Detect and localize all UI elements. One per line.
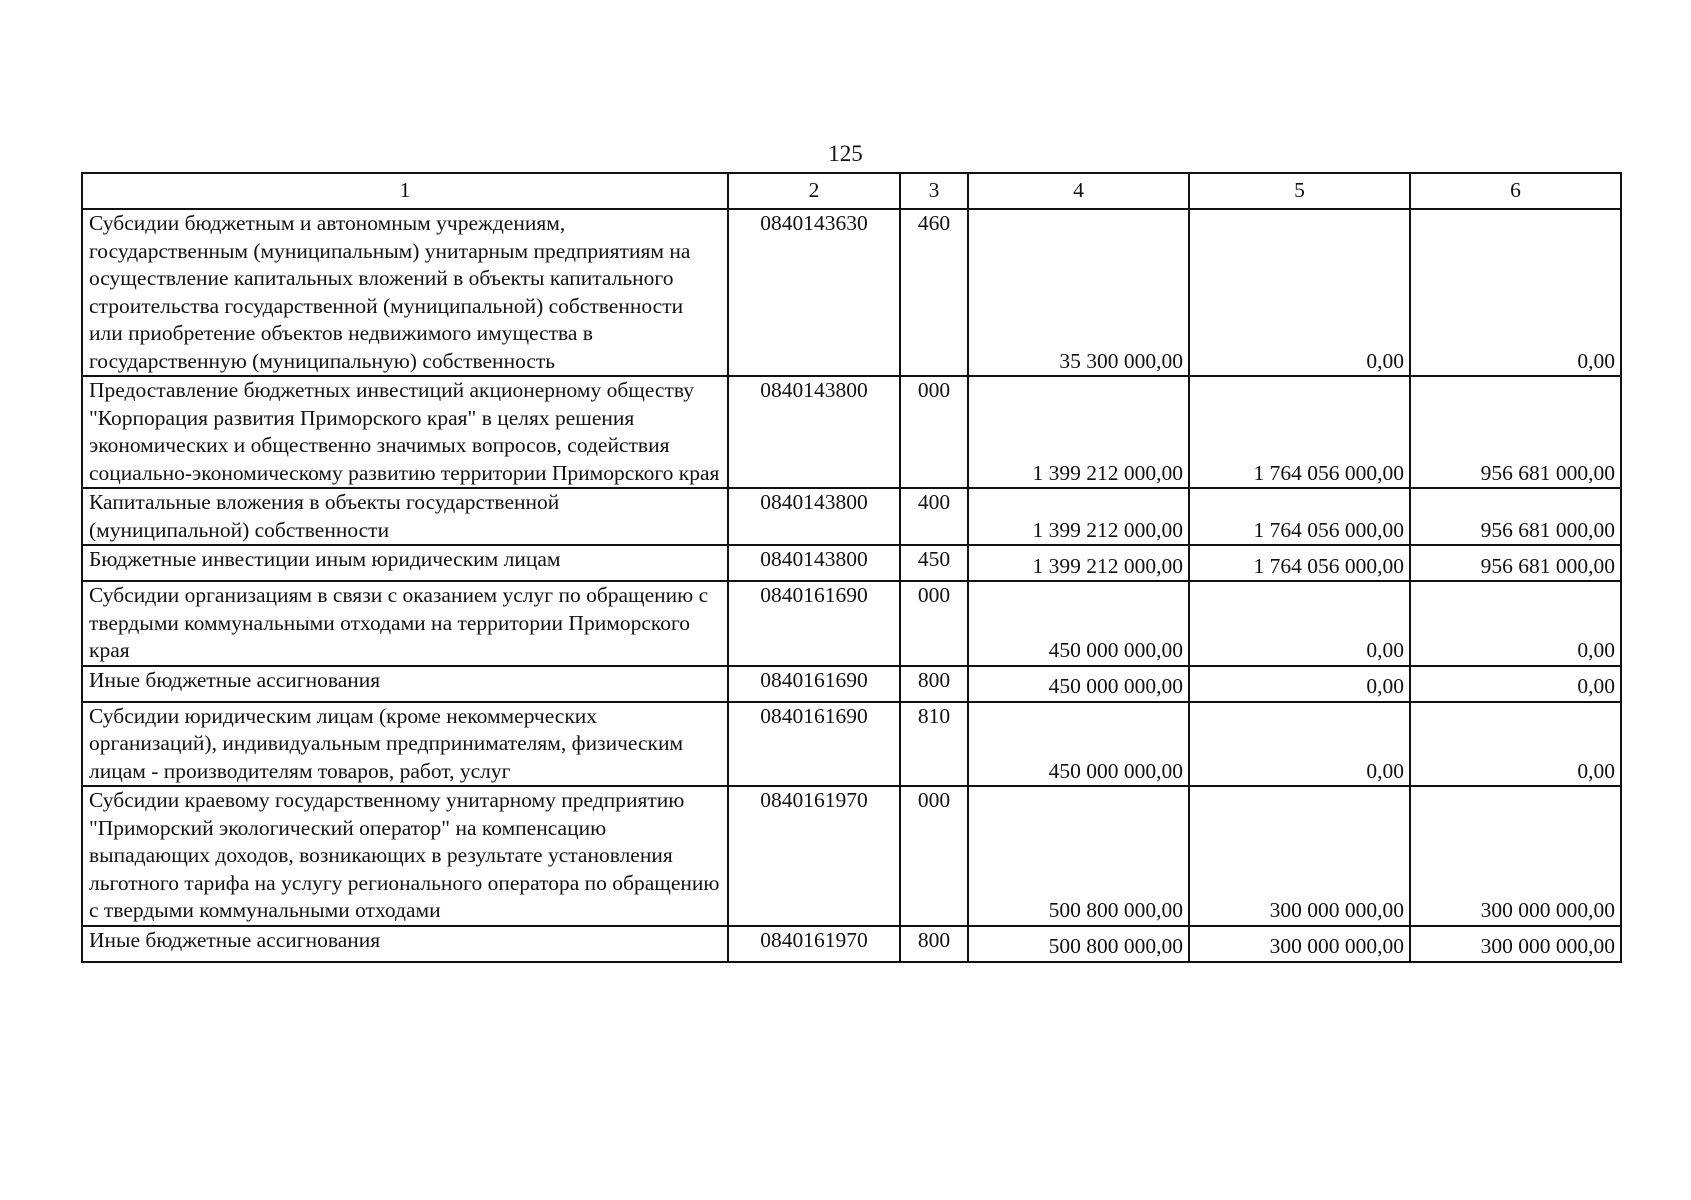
table-row: [82, 926, 1621, 962]
row-name: Капитальные вложения в объекты государственной (муниципальной) собственности: [82, 488, 728, 545]
budget-table: [81, 172, 1622, 963]
row-name: Бюджетные инвестиции иным юридическим лицам: [82, 545, 728, 581]
row-name: Иные бюджетные ассигнования: [82, 926, 728, 962]
table-row: [82, 581, 1621, 666]
row-value-4: 1 399 212 000,00: [968, 545, 1189, 581]
row-value-4: 35 300 000,00: [968, 209, 1189, 376]
row-value-6: 956 681 000,00: [1410, 488, 1621, 545]
column-header: 3: [900, 173, 968, 209]
table-row: [82, 666, 1621, 702]
row-value-5: 0,00: [1189, 702, 1410, 787]
row-value-5: 300 000 000,00: [1189, 786, 1410, 926]
column-header: 6: [1410, 173, 1621, 209]
page-number: 125: [828, 141, 863, 166]
row-value-6: 956 681 000,00: [1410, 376, 1621, 488]
row-code: 0840161970: [728, 786, 900, 926]
row-value-4: 500 800 000,00: [968, 926, 1189, 962]
row-name: Субсидии организациям в связи с оказанием услуг по обращению с твердыми коммунальными отходами на территории Приморского края: [82, 581, 728, 666]
row-code: 0840143800: [728, 376, 900, 488]
row-value-6: 0,00: [1410, 581, 1621, 666]
row-value-5: 1 764 056 000,00: [1189, 488, 1410, 545]
table-row: [82, 209, 1621, 376]
row-value-5: 1 764 056 000,00: [1189, 376, 1410, 488]
row-value-4: 500 800 000,00: [968, 786, 1189, 926]
row-code: 0840143630: [728, 209, 900, 376]
row-name: Субсидии бюджетным и автономным учреждениям, государственным (муниципальным) унитарным предприятиям на осуществление капитальных вложений в объекты капитального строительства государственной (муниципальной) собственности или приобретение объектов недвижимого имущества в государственную (муниципальную) собственность: [82, 209, 728, 376]
row-type: 000: [900, 376, 968, 488]
row-value-6: 956 681 000,00: [1410, 545, 1621, 581]
table-row: [82, 545, 1621, 581]
row-value-4: 1 399 212 000,00: [968, 376, 1189, 488]
row-value-6: 0,00: [1410, 702, 1621, 787]
row-name: Субсидии краевому государственному унитарному предприятию "Приморский экологический оператор" на компенсацию выпадающих доходов, возникающих в результате установления льготного тарифа на услугу регионального оператора по обращению с твердыми коммунальными отходами: [82, 786, 728, 926]
row-type: 450: [900, 545, 968, 581]
table-row: [82, 376, 1621, 488]
row-value-6: 300 000 000,00: [1410, 926, 1621, 962]
row-type: 460: [900, 209, 968, 376]
row-value-4: 450 000 000,00: [968, 666, 1189, 702]
row-type: 000: [900, 581, 968, 666]
row-code: 0840161690: [728, 581, 900, 666]
row-value-5: 300 000 000,00: [1189, 926, 1410, 962]
column-header: 1: [82, 173, 728, 209]
column-header: 2: [728, 173, 900, 209]
row-code: 0840143800: [728, 488, 900, 545]
row-value-5: 0,00: [1189, 581, 1410, 666]
row-name: Иные бюджетные ассигнования: [82, 666, 728, 702]
row-value-6: 0,00: [1410, 666, 1621, 702]
row-type: 810: [900, 702, 968, 787]
row-value-5: 0,00: [1189, 209, 1410, 376]
row-type: 800: [900, 926, 968, 962]
row-type: 400: [900, 488, 968, 545]
row-value-5: 1 764 056 000,00: [1189, 545, 1410, 581]
row-name: Субсидии юридическим лицам (кроме некоммерческих организаций), индивидуальным предпринимателям, физическим лицам - производителям товаров, работ, услуг: [82, 702, 728, 787]
row-value-4: 1 399 212 000,00: [968, 488, 1189, 545]
column-header: 4: [968, 173, 1189, 209]
table-row: [82, 786, 1621, 926]
row-name: Предоставление бюджетных инвестиций акционерному обществу "Корпорация развития Приморского края" в целях решения экономических и общественно значимых вопросов, содействия социально-экономическому развитию территории Приморского края: [82, 376, 728, 488]
row-code: 0840161690: [728, 702, 900, 787]
row-code: 0840161690: [728, 666, 900, 702]
row-code: 0840161970: [728, 926, 900, 962]
row-value-6: 0,00: [1410, 209, 1621, 376]
row-value-5: 0,00: [1189, 666, 1410, 702]
row-type: 000: [900, 786, 968, 926]
table-row: [82, 488, 1621, 545]
table-header-row: [82, 173, 1621, 209]
row-code: 0840143800: [728, 545, 900, 581]
row-value-4: 450 000 000,00: [968, 581, 1189, 666]
row-type: 800: [900, 666, 968, 702]
row-value-4: 450 000 000,00: [968, 702, 1189, 787]
table-row: [82, 702, 1621, 787]
row-value-6: 300 000 000,00: [1410, 786, 1621, 926]
column-header: 5: [1189, 173, 1410, 209]
